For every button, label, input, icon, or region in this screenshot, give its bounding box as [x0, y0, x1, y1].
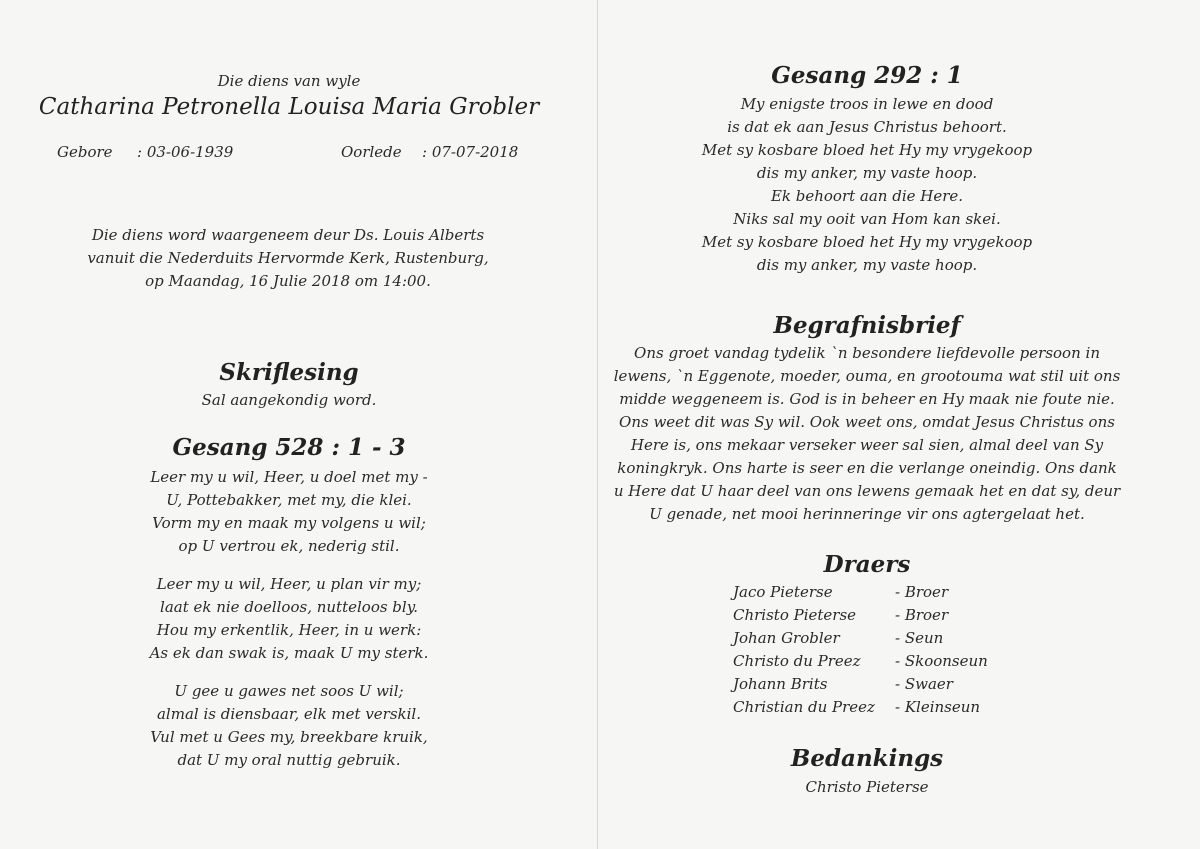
letter-line: koningkryk. Ons harte is seer en die verlange oneindig. Ons dank [617, 459, 1117, 477]
right-page [600, 0, 1200, 849]
hymn-line: Ek behoort aan die Here. [770, 187, 964, 205]
service-line: vanuit die Nederduits Hervormde Kerk, Rustenburg, [87, 249, 489, 267]
born-label: Gebore [57, 143, 113, 161]
hymn-line: laat ek nie doelloos, nutteloos bly. [160, 598, 418, 616]
hymn1-body [0, 466, 578, 787]
letter-line: midde weggeneem is. God is in beheer en Hy maak nie foute nie. [619, 390, 1115, 408]
hymn-stanza [0, 680, 578, 772]
died-date: : 07-07-2018 [422, 143, 519, 161]
hymn-line: Vul met u Gees my, breekbare kruik, [150, 728, 428, 746]
letter-line: Here is, ons mekaar verseker weer sal sien, almal deel van Sy [630, 436, 1104, 454]
hymn2-title: Gesang 292 : 1 [771, 62, 963, 89]
died-label: Oorlede [341, 143, 402, 161]
hymn-line: Vorm my en maak my volgens u wil; [152, 514, 426, 532]
hymn-line: My enigste troos in lewe en dood [740, 95, 994, 113]
born-date: : 03-06-1939 [137, 143, 234, 161]
bearer-relation: - Broer [895, 606, 949, 624]
bearer-relation: - Kleinseun [895, 698, 981, 716]
letter-title: Begrafnisbrief [773, 312, 961, 339]
letter-line: Ons weet dit was Sy wil. Ook weet ons, omdat Jesus Christus ons [619, 413, 1115, 431]
service-line: op Maandag, 16 Julie 2018 om 14:00. [145, 272, 431, 290]
bearer-name: Christo Pieterse [733, 606, 857, 624]
bearer-name: Johan Grobler [733, 629, 840, 647]
service-info [0, 224, 576, 293]
hymn-line: Met sy kosbare bloed het Hy my vrygekoop [701, 233, 1033, 251]
hymn-line: Hou my erkentlik, Heer, in u werk: [156, 621, 422, 639]
hymn2-body [600, 93, 1134, 277]
hymn-line: dis my anker, my vaste hoop. [756, 256, 978, 274]
hymn-line: U, Pottebakker, met my, die klei. [166, 491, 412, 509]
thanks-title: Bedankings [790, 745, 944, 772]
hymn-line: Niks sal my ooit van Hom kan skei. [733, 210, 1001, 228]
hymn-line: U gee u gawes net soos U wil; [174, 682, 404, 700]
hymn-line: dat U my oral nuttig gebruik. [177, 751, 401, 769]
bearer-relation: - Swaer [895, 675, 953, 693]
intro-text: Die diens van wyle [217, 72, 361, 90]
letter-line: Ons groet vandag tydelik `n besondere liefdevolle persoon in [634, 344, 1100, 362]
hymn-line: is dat ek aan Jesus Christus behoort. [727, 118, 1007, 136]
hymn-line: Met sy kosbare bloed het Hy my vrygekoop [701, 141, 1033, 159]
bearer-name: Johann Brits [733, 675, 828, 693]
hymn-stanza [0, 466, 578, 558]
bearers-title: Draers [823, 551, 911, 578]
letter-line: U genade, net mooi herinneringe vir ons agtergelaat het. [649, 505, 1085, 523]
letter-line: u Here dat U haar deel van ons lewens gemaak het en dat sy, deur [613, 482, 1121, 500]
hymn-line: Leer my u wil, Heer, u doel met my - [150, 468, 428, 486]
hymn-stanza [0, 573, 578, 665]
hymn-line: Leer my u wil, Heer, u plan vir my; [156, 575, 422, 593]
deceased-name: Catharina Petronella Louisa Maria Grobler [38, 94, 540, 120]
service-line: Die diens word waargeneem deur Ds. Louis Alberts [91, 226, 485, 244]
bearer-relation: - Seun [895, 629, 944, 647]
bearer-name: Christian du Preez [733, 698, 875, 716]
thanks-name: Christo Pieterse [805, 778, 929, 796]
bearer-name: Jaco Pieterse [733, 583, 833, 601]
letter-body [600, 342, 1134, 526]
hymn-line: almal is diensbaar, elk met verskil. [156, 705, 422, 723]
hymn-line: dis my anker, my vaste hoop. [756, 164, 978, 182]
hymn-line: As ek dan swak is, maak U my sterk. [149, 644, 429, 662]
bearer-name: Christo du Preez [733, 652, 861, 670]
hymn-line: op U vertrou ek, nederig stil. [178, 537, 400, 555]
bearer-relation: - Skoonseun [895, 652, 988, 670]
letter-line: lewens, `n Eggenote, moeder, ouma, en grootouma wat stil uit ons [613, 367, 1121, 385]
reading-title: Skriflesing [219, 359, 359, 386]
hymn1-title: Gesang 528 : 1 - 3 [172, 434, 406, 461]
bearer-relation: - Broer [895, 583, 949, 601]
reading-text: Sal aangekondig word. [201, 391, 377, 409]
